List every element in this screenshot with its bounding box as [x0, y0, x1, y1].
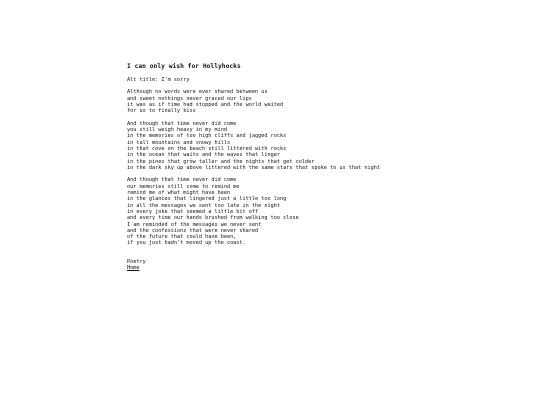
poem-line: in the memories of too high cliffs and jagged rocks: [127, 133, 287, 140]
poem-line: in all the messages we sent too late in the night: [127, 202, 281, 209]
poem-line: in the dark sky up above littered with the same stars that spoke to us that night: [127, 164, 380, 171]
poem-line: in that cove on the beach still littered with rocks: [127, 145, 287, 152]
poem-line: for us to finally kiss: [127, 108, 196, 115]
poem-line: in every joke that seemed a little bit off: [127, 208, 259, 215]
poem-line: in the ocean that waits and the waves that linger: [127, 152, 281, 159]
poem-line: it was as if time had stopped and the world waited: [127, 101, 284, 108]
poem-line: in tall mountains and snowy hills: [127, 139, 231, 146]
poem-line: if you just hadn't moved up the coast.: [127, 240, 246, 247]
stanza-2: [127, 121, 527, 171]
poetry-category-link[interactable]: Poetry: [127, 258, 146, 265]
poem-line: our memories still come to remind me: [127, 183, 240, 190]
poem-line: of the future that could have been,: [127, 234, 237, 241]
poem-line: in the glances that lingered just a little too long: [127, 196, 287, 203]
poem-line: and the confessions that were never shared: [127, 227, 259, 234]
poem-page: [127, 63, 527, 271]
alt-title: Alt title: I'm sorry: [127, 77, 190, 83]
poem-line: in the pines that grow taller and the nights that get colder: [127, 158, 315, 165]
poem-line: And though that time never did come: [127, 177, 237, 184]
poem-line: and every time our hands brushed from walking too close: [127, 215, 299, 222]
poem-line: remind me of what might have been: [127, 190, 231, 197]
stanza-1: [127, 89, 527, 114]
poem-line: And though that time never did come: [127, 120, 237, 127]
footer-links: [127, 259, 527, 272]
home-link[interactable]: Home: [127, 265, 140, 272]
poem-line: and sweet nothings never graced our lips: [127, 95, 252, 102]
poem-line: Although no words were ever shared between us: [127, 89, 268, 96]
poem-title: I can only wish for Hollyhocks: [127, 63, 241, 70]
poem-line: I am reminded of the messages we never sent: [127, 221, 262, 228]
stanza-3: [127, 177, 527, 246]
poem-line: you still weigh heavy in my mind: [127, 127, 227, 134]
